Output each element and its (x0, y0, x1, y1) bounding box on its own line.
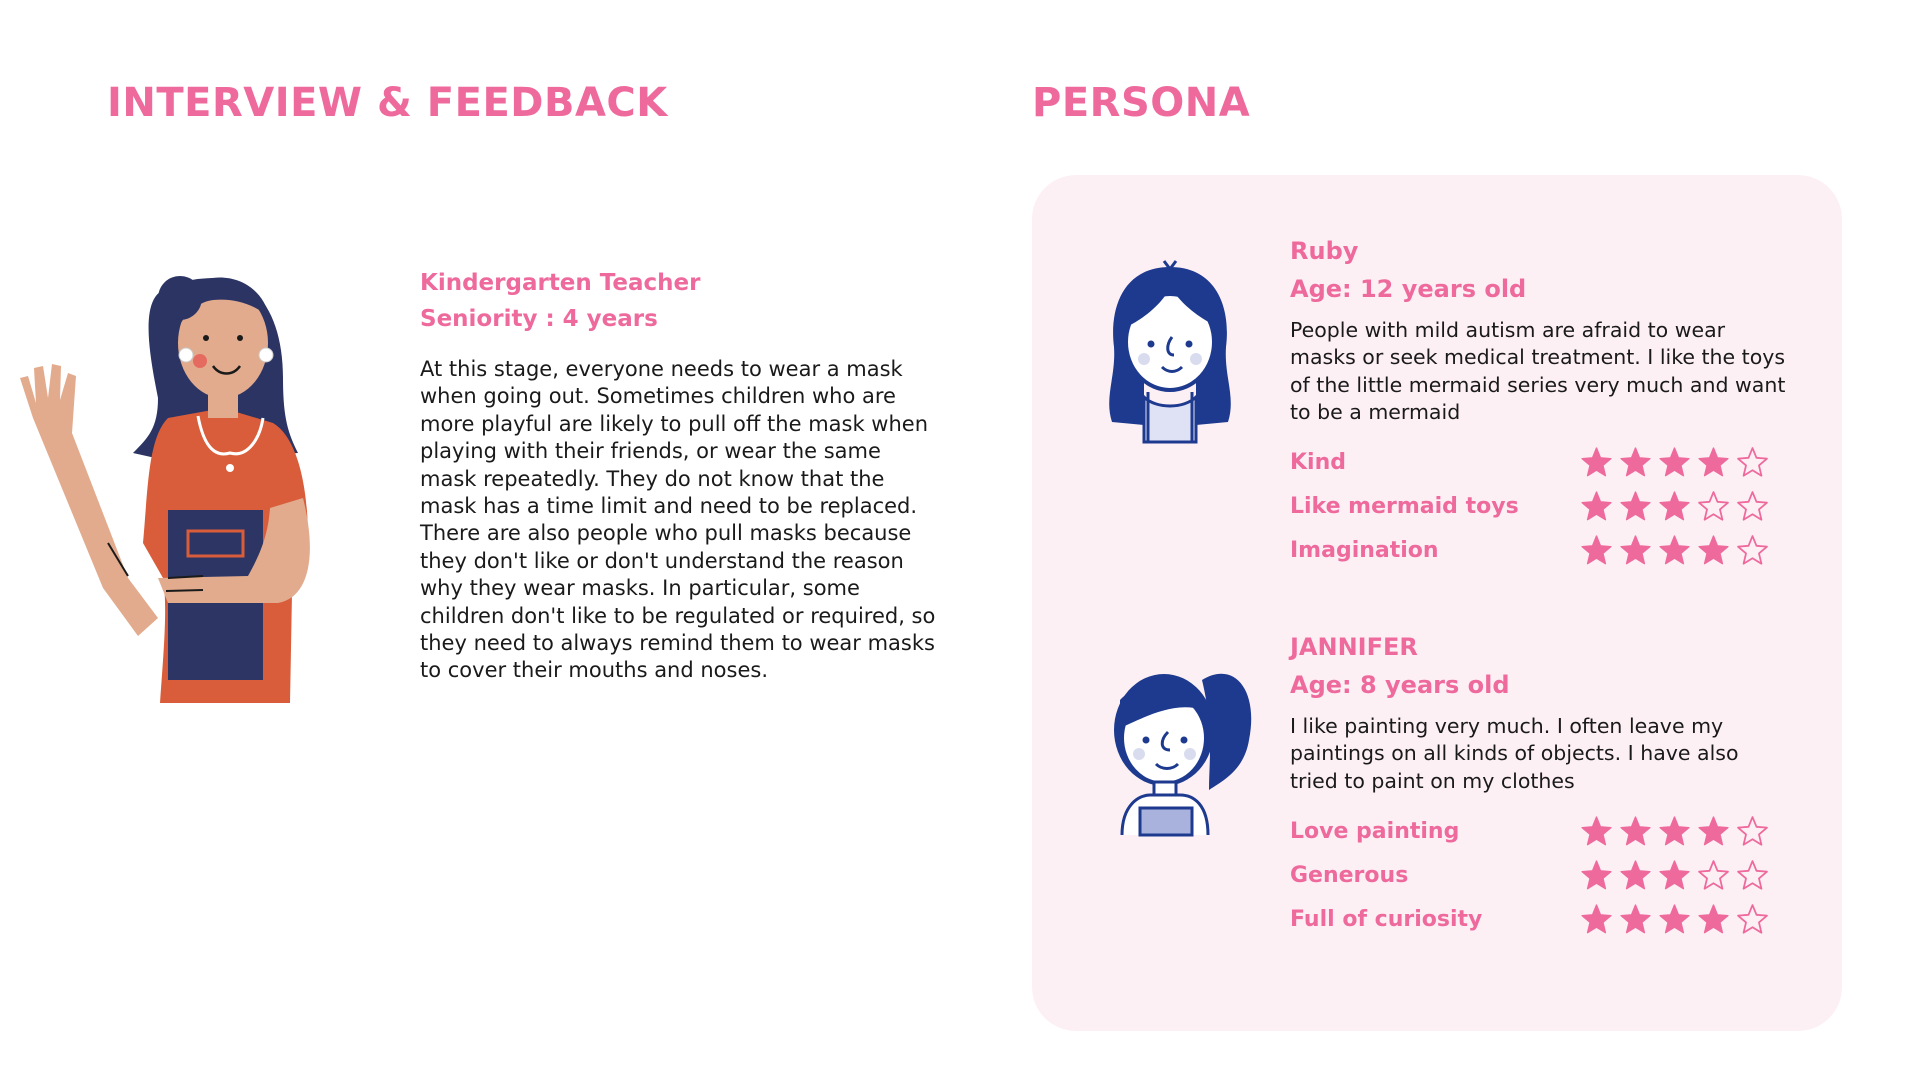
star-filled-icon (1697, 903, 1730, 936)
star-filled-icon (1658, 859, 1691, 892)
trait-row (1290, 853, 1790, 897)
trait-label: Love painting (1290, 818, 1460, 844)
trait-row (1290, 529, 1790, 573)
jannifer-name: JANNIFER (1290, 633, 1418, 661)
star-rating (1580, 859, 1769, 892)
star-filled-icon (1580, 815, 1613, 848)
star-filled-icon (1658, 490, 1691, 523)
star-filled-icon (1619, 534, 1652, 567)
star-filled-icon (1658, 446, 1691, 479)
ruby-description: People with mild autism are afraid to wear masks or seek medical treatment. I like the toys of the little mermaid series very much and want to be a mermaid (1290, 318, 1786, 425)
teacher-seniority: Seniority : 4 years (420, 306, 658, 332)
star-rating (1580, 815, 1769, 848)
trait-label: Like mermaid toys (1290, 494, 1519, 520)
star-filled-icon (1580, 446, 1613, 479)
ruby-info (1290, 237, 1790, 573)
star-filled-icon (1697, 446, 1730, 479)
trait-row (1290, 485, 1790, 529)
trait-row (1290, 441, 1790, 485)
star-filled-icon (1580, 534, 1613, 567)
persona-heading: PERSONA (1032, 80, 1251, 126)
star-filled-icon (1580, 903, 1613, 936)
star-empty-icon (1697, 490, 1730, 523)
star-empty-icon (1736, 446, 1769, 479)
jannifer-age: Age: 8 years old (1290, 671, 1510, 699)
star-empty-icon (1697, 859, 1730, 892)
star-filled-icon (1658, 903, 1691, 936)
star-filled-icon (1619, 446, 1652, 479)
star-empty-icon (1736, 534, 1769, 567)
star-filled-icon (1619, 490, 1652, 523)
star-filled-icon (1697, 534, 1730, 567)
jannifer-info (1290, 633, 1790, 941)
trait-label: Imagination (1290, 538, 1439, 564)
ruby-name: Ruby (1290, 237, 1359, 265)
star-filled-icon (1697, 815, 1730, 848)
teacher-feedback: At this stage, everyone needs to wear a mask when going out. Sometimes children who are more playful are likely to pull off the mask when playing with their friends, or wear the same mask repeatedly. They do not know that the mask has a time limit and need to be replaced. There are also people who pull masks because they don't like or don't understand the reason why they wear masks. In particular, some children don't like to be regulated or required, so they need to always remind them to wear masks to cover their mouths and noses. (420, 357, 936, 683)
star-filled-icon (1619, 903, 1652, 936)
star-rating (1580, 534, 1769, 567)
star-empty-icon (1736, 903, 1769, 936)
trait-label: Kind (1290, 450, 1346, 476)
star-empty-icon (1736, 490, 1769, 523)
teacher-illustration (8, 258, 388, 703)
teacher-info (420, 270, 940, 685)
trait-label: Full of curiosity (1290, 906, 1483, 932)
trait-row (1290, 897, 1790, 941)
star-rating (1580, 446, 1769, 479)
star-empty-icon (1736, 815, 1769, 848)
star-filled-icon (1619, 859, 1652, 892)
star-filled-icon (1619, 815, 1652, 848)
jannifer-description: I like painting very much. I often leave my paintings on all kinds of objects. I have also tried to paint on my clothes (1290, 714, 1739, 793)
star-filled-icon (1658, 534, 1691, 567)
ruby-avatar (1084, 247, 1256, 447)
jannifer-avatar (1084, 640, 1256, 840)
star-filled-icon (1580, 859, 1613, 892)
persona-card (1032, 175, 1842, 1031)
star-empty-icon (1736, 859, 1769, 892)
ruby-age: Age: 12 years old (1290, 275, 1527, 303)
trait-row (1290, 809, 1790, 853)
star-rating (1580, 903, 1769, 936)
star-filled-icon (1658, 815, 1691, 848)
star-filled-icon (1580, 490, 1613, 523)
interview-heading: INTERVIEW & FEEDBACK (107, 80, 668, 126)
trait-label: Generous (1290, 862, 1409, 888)
teacher-role: Kindergarten Teacher (420, 270, 701, 296)
star-rating (1580, 490, 1769, 523)
